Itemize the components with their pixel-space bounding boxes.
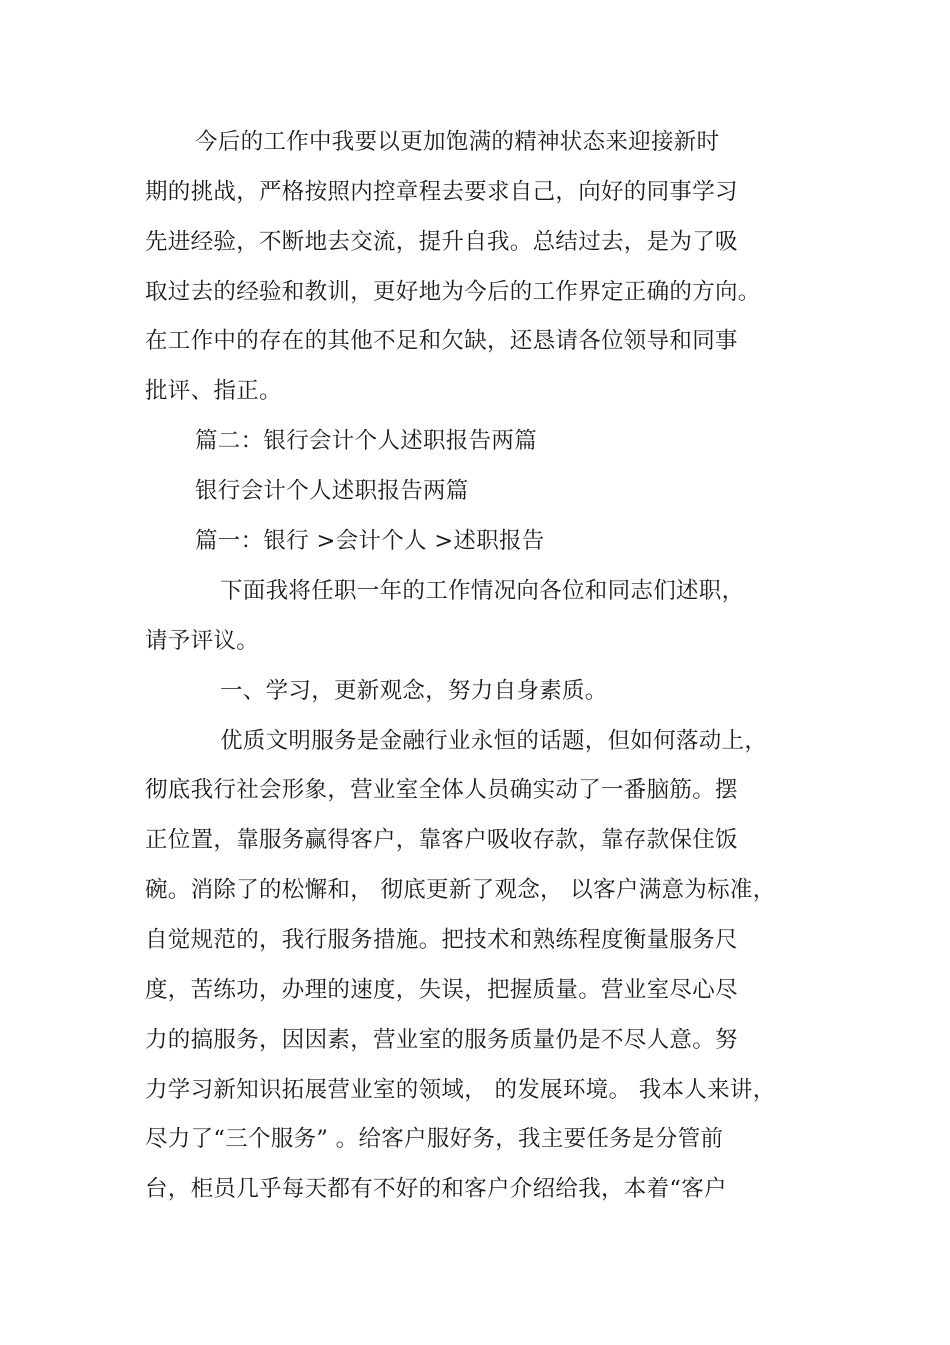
text-line: 今后的工作中我要以更加饱满的精神状态来迎接新时 (195, 129, 720, 155)
subsection-heading: 一、学习，更新观念，努力自身素质。 (220, 678, 608, 704)
text-line: 在工作中的存在的其他不足和欠缺，还恳请各位领导和同事 (145, 328, 738, 354)
text-line: 请予评议。 (145, 628, 260, 654)
text-line: 批评、指正。 (145, 378, 282, 404)
text-line: 先进经验，不断地去交流，提升自我。总结过去，是为了吸 (145, 229, 738, 255)
text-line: 优质文明服务是金融行业永恒的话题，但如何落动上， (220, 728, 768, 754)
text-line: 正位置，靠服务赢得客户，靠客户吸收存款，靠存款保住饭 (145, 827, 738, 853)
text-line: 下面我将任职一年的工作情况向各位和同志们述职， (220, 578, 745, 604)
text-line: 度，苦练功，办理的速度，失误，把握质量。营业室尽心尽 (145, 977, 738, 1003)
text-line: 力学习新知识拓展营业室的领域， 的发展环境。 我本人来讲， (145, 1077, 776, 1103)
subsection-heading: 篇一：银行 >会计个人 >述职报告 (195, 528, 545, 554)
text-line: 碗。消除了的松懈和， 彻底更新了观念， 以客户满意为标准， (145, 877, 776, 903)
text-line: 取过去的经验和教训，更好地为今后的工作界定正确的方向。 (145, 279, 761, 305)
text-line: 尽力了“三个服务” 。给客户服好务，我主要任务是分管前 (145, 1126, 724, 1152)
document-title: 银行会计个人述职报告两篇 (195, 478, 469, 504)
section-heading: 篇二：银行会计个人述职报告两篇 (195, 428, 538, 454)
text-line: 彻底我行社会形象，营业室全体人员确实动了一番脑筋。摆 (145, 777, 738, 803)
text-line: 台，柜员几乎每天都有不好的和客户介绍给我，本着“客户 (145, 1176, 727, 1202)
text-line: 力的搞服务，因因素，营业室的服务质量仍是不尽人意。努 (145, 1027, 738, 1053)
text-line: 期的挑战，严格按照内控章程去要求自己，向好的同事学习 (145, 179, 738, 205)
text-line: 自觉规范的，我行服务措施。把技术和熟练程度衡量服务尺 (145, 927, 738, 953)
